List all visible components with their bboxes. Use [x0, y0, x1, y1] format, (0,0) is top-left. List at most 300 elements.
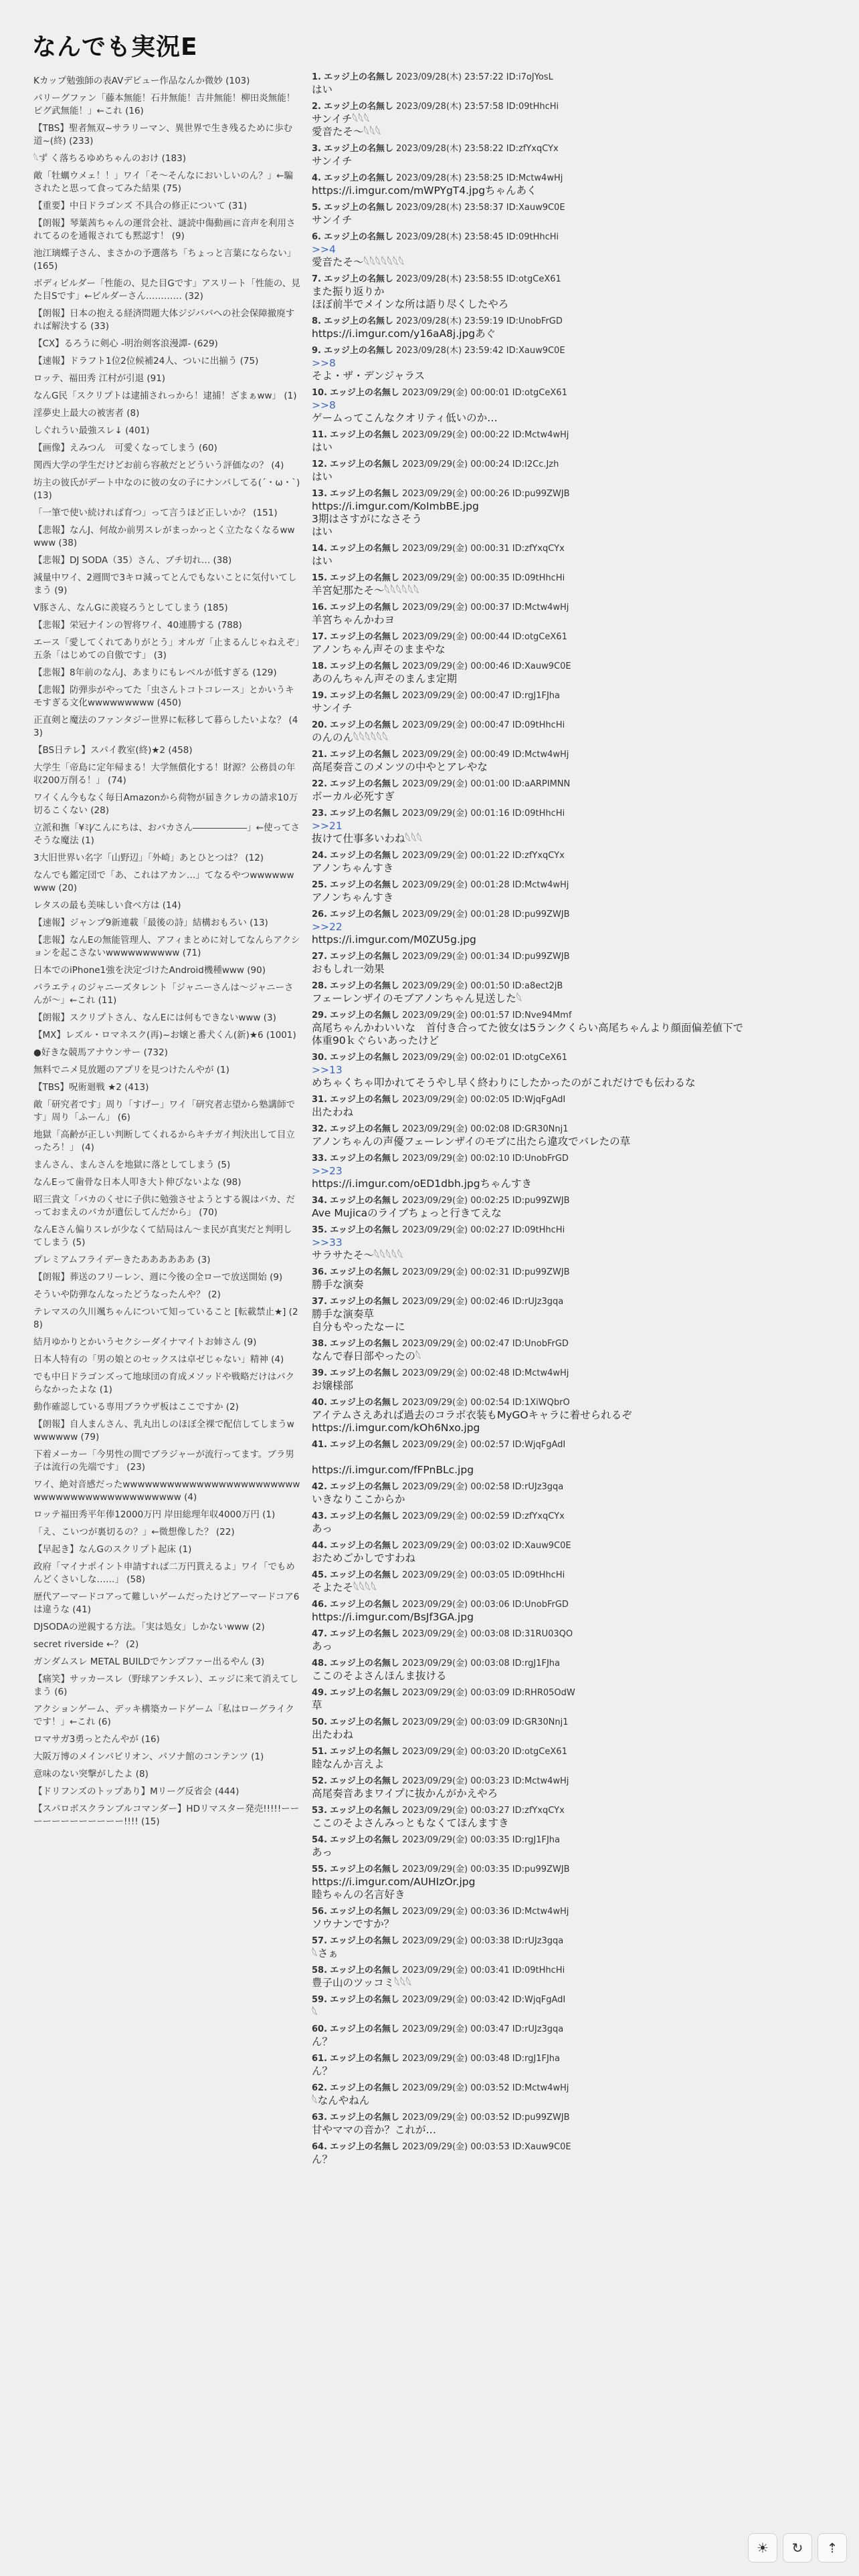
post-header — [312, 387, 780, 399]
thread-link[interactable]: 意味のない突撃がしたよ (8) — [33, 1769, 149, 1780]
post-date-id[interactable]: 2023/09/29(金) 00:00:01 ID:otgCeX61 — [402, 388, 567, 398]
post-date-id[interactable]: 2023/09/29(金) 00:01:22 ID:zfYxqCYx — [402, 851, 565, 861]
image-link[interactable]: https://i.imgur.com/KoImbBE.jpg — [312, 500, 479, 512]
post-header — [312, 748, 780, 761]
post-date-id[interactable]: 2023/09/29(金) 00:02:59 ID:zfYxqCYx — [402, 1511, 565, 1521]
thread-link[interactable]: 【速報】ジャンプ9新連載「最後の詩」結構おもろい (13) — [33, 918, 268, 928]
post-date-id[interactable]: 2023/09/29(金) 00:00:37 ID:Mctw4wHj — [402, 603, 569, 613]
post-body — [312, 1380, 780, 1392]
post-number[interactable]: 12. — [312, 459, 328, 469]
thread-link[interactable]: 【MX】レズル・ロマネスク(再)~お嬢と番犬くん(新)★6 (1001) — [33, 1030, 296, 1041]
post — [312, 601, 780, 631]
post — [312, 1266, 780, 1295]
reply-anchor-link[interactable]: >>4 — [312, 243, 336, 255]
post-body — [312, 1817, 780, 1830]
post-date-id[interactable]: 2023/09/29(金) 00:01:57 ID:Nve94Mmf — [402, 1010, 572, 1021]
thread-link[interactable]: 【TBS】呪術廻戦 ★2 (413) — [33, 1082, 149, 1093]
thread-link[interactable]: アクションゲーム、デッキ構築カードゲーム「私はローグライクです！」←これ (6) — [33, 1704, 294, 1727]
post-date-id[interactable]: 2023/09/29(金) 00:03:47 ID:rUJz3gqa — [402, 2024, 564, 2034]
post-text-line: 3期はさすがになさそう — [312, 513, 422, 525]
thread-link[interactable]: ●好きな競馬アナウンサー (732) — [33, 1047, 168, 1058]
post-date-id[interactable]: 2023/09/29(金) 00:02:57 ID:WjqFgAdI — [402, 1440, 566, 1450]
post — [312, 1224, 780, 1266]
image-link[interactable]: https://i.imgur.com/M0ZU5g.jpg — [312, 934, 476, 946]
post-date-id[interactable]: 2023/09/29(金) 00:01:16 ID:09tHhcHi — [402, 809, 565, 819]
post-text-line: はい — [312, 471, 333, 483]
post-number[interactable]: 34. — [312, 1196, 328, 1206]
thread-link[interactable]: プレミアムフライデーきたああああああ (3) — [33, 1255, 211, 1265]
post-number[interactable]: 43. — [312, 1511, 328, 1521]
post-date-id[interactable]: 2023/09/29(金) 00:03:06 ID:UnobFrGD — [402, 1600, 569, 1610]
post-date-id[interactable]: 2023/09/29(金) 00:03:20 ID:otgCeX61 — [402, 1747, 567, 1757]
post-number[interactable]: 61. — [312, 2054, 328, 2064]
post-date-id[interactable]: 2023/09/29(金) 00:03:23 ID:Mctw4wHj — [402, 1776, 569, 1786]
thread-link[interactable]: なんEさん偏りスレが少なくて結局はん～ま民が真実だと判明してしまう (5) — [33, 1224, 292, 1248]
thread-link[interactable]: しぐれうい最強スレ↓ (401) — [33, 425, 150, 436]
thread-link[interactable]: 無料でニメ見放題のアプリを見つけたんやが (1) — [33, 1065, 229, 1075]
post-number[interactable]: 27. — [312, 952, 328, 962]
poster-name: エッジ上の名無し — [330, 880, 399, 890]
post-text-line: ん？ — [312, 2065, 333, 2077]
thread-link[interactable]: 【ドリフンズのトップあり】Mリーグ反省会 (444) — [33, 1786, 240, 1797]
thread-link[interactable]: 3大旧世界い名字「山野辺」「外崎」あとひとつは？ (12) — [33, 853, 264, 863]
poster-name: エッジ上の名無し — [330, 779, 399, 789]
poster-name: エッジ上の名無し — [330, 1196, 399, 1206]
thread-link[interactable]: secret riverside ←？ (2) — [33, 1639, 139, 1650]
thread-link[interactable]: 政府「マイナポイント申請すれば二万円貰えるよ」ワイ「でもめんどくさいしな……」 (58) — [33, 1562, 295, 1585]
post-date-id[interactable]: 2023/09/29(金) 00:00:22 ID:Mctw4wHj — [402, 430, 569, 440]
poster-name: エッジ上の名無し — [330, 1053, 399, 1063]
post — [312, 1539, 780, 1569]
site-title[interactable]: なんでも実況E — [32, 33, 198, 61]
thread-link[interactable]: 【悲報】なんEの無能管理人、アフィまとめに対してなんらアクションを起こさないwwwwwwwwww (71) — [33, 935, 300, 958]
post-number[interactable]: 3. — [312, 144, 321, 154]
thread-link[interactable]: 歴代アーマードコアって難しいゲームだったけどアーマードコア6は違うな (41) — [33, 1592, 300, 1615]
post-date-id[interactable]: 2023/09/29(金) 00:02:25 ID:pu99ZWJB — [402, 1196, 570, 1206]
post-text-line: いきなりここからか — [312, 1493, 405, 1505]
post-number[interactable]: 33. — [312, 1154, 328, 1164]
post-number[interactable]: 18. — [312, 661, 328, 671]
post-number[interactable]: 4. — [312, 173, 321, 183]
image-link[interactable]: https://i.imgur.com/y16aA8j.jpgあぐ — [312, 328, 496, 340]
post-date-id[interactable]: 2023/09/29(金) 00:03:35 ID:pu99ZWJB — [402, 1864, 570, 1874]
post-number[interactable]: 56. — [312, 1907, 328, 1917]
post-number[interactable]: 15. — [312, 573, 328, 583]
thread-link[interactable]: V豚さん、なんGに羨寝ろうとしてしまう (185) — [33, 603, 228, 613]
post-text-line: あのんちゃん声そのまんま定期 — [312, 673, 458, 685]
thread-link[interactable]: 【BS日テレ】スパイ教室(終)★2 (458) — [33, 745, 193, 756]
post-date-id[interactable]: 2023/09/28(木) 23:58:37 ID:Xauw9C0E — [396, 203, 565, 213]
thread-link[interactable]: ガンダムスレ METAL BUILDでケンプファー出るやん (3) — [33, 1656, 265, 1667]
post-number[interactable]: 45. — [312, 1570, 328, 1580]
poster-name: エッジ上の名無し — [330, 1965, 399, 1975]
reply-anchor-link[interactable]: >>13 — [312, 1064, 343, 1076]
post-date-id[interactable]: 2023/09/29(金) 00:03:38 ID:rUJz3gqa — [402, 1936, 564, 1946]
post-number[interactable]: 35. — [312, 1225, 328, 1235]
post-date-id[interactable]: 2023/09/29(金) 00:00:26 ID:pu99ZWJB — [402, 489, 570, 499]
post-number[interactable]: 41. — [312, 1440, 328, 1450]
poster-name: エッジ上の名無し — [330, 1010, 399, 1021]
post-date-id[interactable]: 2023/09/29(金) 00:03:09 ID:GR30Nnj1 — [402, 1717, 569, 1727]
post-body — [312, 1308, 780, 1333]
post-number[interactable]: 1. — [312, 72, 321, 82]
post-date-id[interactable]: 2023/09/29(金) 00:00:49 ID:Mctw4wHj — [402, 750, 569, 760]
post-number[interactable]: 30. — [312, 1053, 328, 1063]
thread-link[interactable]: 動作確認している専用ブラウザ板はここですか (2) — [33, 1402, 239, 1412]
thread-link[interactable]: 「え、こいつが裏切るの？」←微想像した？ (22) — [33, 1527, 235, 1537]
post-date-id[interactable]: 2023/09/29(金) 00:00:24 ID:I2Cc.Jzh — [402, 459, 559, 469]
post-body — [312, 555, 780, 568]
thread-link[interactable]: なんEって歯骨な日本人叩き大ト伸びないよな (98) — [33, 1177, 242, 1188]
post-number[interactable]: 47. — [312, 1629, 328, 1639]
post-header — [312, 1123, 780, 1136]
post — [312, 1396, 780, 1438]
post-number[interactable]: 31. — [312, 1095, 328, 1105]
post-number[interactable]: 36. — [312, 1267, 328, 1277]
post-date-id[interactable]: 2023/09/28(木) 23:57:58 ID:09tHhcHi — [396, 102, 559, 112]
post-header — [312, 2023, 780, 2036]
thread-link[interactable]: Kカップ勉強師の表AVデビュー作品なんか微妙 (103) — [33, 76, 250, 86]
post-date-id[interactable]: 2023/09/29(金) 00:02:01 ID:otgCeX61 — [402, 1053, 567, 1063]
post-number[interactable]: 50. — [312, 1717, 328, 1727]
post-number[interactable]: 19. — [312, 691, 328, 701]
post-number[interactable]: 63. — [312, 2113, 328, 2123]
thread-link[interactable]: エース「愛してくれてありがとう」オルガ「止まるんじゃねえぞ」五条「はじめての自傲です」 (3) — [33, 637, 300, 661]
post-number[interactable]: 59. — [312, 1995, 328, 2005]
post — [312, 1716, 780, 1745]
post-number[interactable]: 44. — [312, 1541, 328, 1551]
poster-name: エッジ上の名無し — [330, 981, 399, 991]
post-body — [312, 1022, 780, 1047]
image-link[interactable]: https://i.imgur.com/fFPnBLc.jpg — [312, 1464, 474, 1476]
image-link[interactable]: https://i.imgur.com/AUHIzOr.jpg — [312, 1876, 476, 1888]
thread-link[interactable]: 【重要】中日ドラゴンズ 不具合の修正について (31) — [33, 201, 248, 211]
post-date-id[interactable]: 2023/09/29(金) 00:02:08 ID:GR30Nnj1 — [402, 1124, 569, 1134]
image-link[interactable]: https://i.imgur.com/BsJf3GA.jpg — [312, 1611, 474, 1623]
thread-link[interactable]: ロッテ、福田秀 江村が引退 (91) — [33, 373, 166, 384]
post — [312, 1123, 780, 1152]
post-date-id[interactable]: 2023/09/29(金) 00:02:47 ID:UnobFrGD — [402, 1339, 569, 1349]
post-number[interactable]: 13. — [312, 489, 328, 499]
post-header — [312, 488, 780, 500]
post-date-id[interactable]: 2023/09/29(金) 00:02:48 ID:Mctw4wHj — [402, 1368, 569, 1378]
thread-link[interactable]: バラエティのジャニーズタレント「ジャニーさんは～ジャニーさんが～」←これ (11) — [33, 982, 294, 1006]
thread-link[interactable]: ロッテ福田秀平年俸12000万円 岸田総理年収4000万円 (1) — [33, 1509, 276, 1520]
thread-link[interactable]: 【悲報】8年前のなんJ、あまりにもレベルが低すぎる (129) — [33, 667, 277, 678]
post-header — [312, 1266, 780, 1279]
post-date-id[interactable]: 2023/09/29(金) 00:01:28 ID:Mctw4wHj — [402, 880, 569, 890]
post-number[interactable]: 64. — [312, 2142, 328, 2152]
post-number[interactable]: 26. — [312, 909, 328, 920]
post-number[interactable]: 10. — [312, 388, 328, 398]
post-date-id[interactable]: 2023/09/28(木) 23:58:45 ID:09tHhcHi — [396, 232, 559, 242]
thread-link[interactable]: 【速報】ドラフト1位2位候補24人、ついに出揃う (75) — [33, 356, 259, 366]
post-number[interactable]: 9. — [312, 346, 321, 356]
post-text-line: ほぼ前半でメインな所は語り尽くしたやろ — [312, 298, 509, 310]
post-date-id[interactable]: 2023/09/29(金) 00:00:31 ID:zfYxqCYx — [402, 544, 565, 554]
reload-icon[interactable]: ↻ — [783, 2533, 812, 2563]
thread-link[interactable]: そういや防弾なんなったどうなったんや？ (2) — [33, 1289, 221, 1300]
post-header — [312, 1337, 780, 1350]
thread-link[interactable]: でも中日ドラゴンズって地球団の育成メソッドや戦略だけはパクらなかったよな (1) — [33, 1372, 295, 1395]
post-number[interactable]: 60. — [312, 2024, 328, 2034]
thread-link[interactable]: 【TBS】聖者無双~サラリーマン、異世界で生き残るために歩む道~(終) (233) — [33, 123, 293, 146]
post-number[interactable]: 51. — [312, 1747, 328, 1757]
post-number[interactable]: 7. — [312, 274, 321, 284]
post-text-line: アイテムさえあれば過去のコラボ衣装もMyGOキャラに着せられるぞ — [312, 1409, 632, 1421]
post-date-id[interactable]: 2023/09/29(金) 00:02:10 ID:UnobFrGD — [402, 1154, 569, 1164]
post-header — [312, 1051, 780, 1064]
post-date-id[interactable]: 2023/09/29(金) 00:03:35 ID:rgJ1FJha — [402, 1835, 560, 1845]
thread-link[interactable]: 【早起き】なんGのスクリプト起床 (1) — [33, 1544, 192, 1555]
post-body — [312, 1611, 780, 1624]
post-date-id[interactable]: 2023/09/29(金) 00:03:05 ID:09tHhcHi — [402, 1570, 565, 1580]
thread-link[interactable]: 【スパロボスクランブルコマンダー】HDリマスター発売!!!!!ーーーーーーーーーーーー!!!! (15) — [33, 1804, 300, 1827]
thread-link[interactable]: DJSODAの逆親する方法。「実は処女」しかないwww (2) — [33, 1622, 265, 1632]
poster-name: エッジ上の名無し — [330, 809, 399, 819]
reply-anchor-link[interactable]: >>23 — [312, 1165, 343, 1177]
post — [312, 231, 780, 273]
post-body — [312, 761, 780, 774]
post — [312, 1295, 780, 1337]
thread-link[interactable]: 【悲報】防弾歩がやってた「虫さんトコトコレース」とかいうキモすぎる文化wwwwwwwww (450) — [33, 685, 294, 708]
post-number[interactable]: 23. — [312, 809, 328, 819]
post-body — [312, 1670, 780, 1683]
post-number[interactable]: 46. — [312, 1600, 328, 1610]
post-date-id[interactable]: 2023/09/29(金) 00:03:08 ID:rgJ1FJha — [402, 1658, 560, 1669]
post — [312, 1905, 780, 1935]
thread-link[interactable]: 【痛笑】サッカースレ（野球アンチスレ）、エッジに来て消えてしまう (6) — [33, 1674, 298, 1697]
post-number[interactable]: 6. — [312, 232, 321, 242]
post-number[interactable]: 53. — [312, 1806, 328, 1816]
post-number[interactable]: 8. — [312, 316, 321, 326]
thread-link[interactable]: 【朗報】琴葉茜ちゃんの運営会社、謎読中傷動画に音声を利用されてるのを通報されても黙認す！ (9) — [33, 218, 296, 241]
post-date-id[interactable]: 2023/09/29(金) 00:01:28 ID:pu99ZWJB — [402, 909, 570, 920]
post-number[interactable]: 37. — [312, 1297, 328, 1307]
thread-link[interactable]: 【CX】るろうに剣心 -明治剣客浪漫譚- (629) — [33, 338, 218, 349]
post-date-id[interactable]: 2023/09/29(金) 00:03:48 ID:rgJ1FJha — [402, 2054, 560, 2064]
post-number[interactable]: 38. — [312, 1339, 328, 1349]
post-text-line: ボーカル必死すぎ — [312, 790, 395, 802]
post-number[interactable]: 57. — [312, 1936, 328, 1946]
post-date-id[interactable]: 2023/09/29(金) 00:02:54 ID:1XiWQbrO — [402, 1398, 570, 1408]
reply-anchor-link[interactable]: >>33 — [312, 1237, 343, 1249]
thread-link[interactable]: 淫夢史上最大の被害者 (8) — [33, 408, 140, 419]
thread-link[interactable]: 【悲報】なんJ、何故か前男スレがまっかっとく立たなくなるwwwww (38) — [33, 525, 295, 548]
post-text-line: 勝手な演奏 — [312, 1279, 364, 1291]
thread-link[interactable]: 大阪万博のメインパビリオン、パソナ館のコンテンツ (1) — [33, 1751, 264, 1762]
thread-link[interactable]: 立派和撫「¥ﾐ|⁄こんにちは、おバカさん――――――」←使ってさそうな魔法 (1) — [33, 823, 300, 846]
reply-anchor-link[interactable]: >>21 — [312, 820, 343, 832]
post-body — [312, 1582, 780, 1594]
thread-link[interactable]: パリーグファン「藤本無能！石井無能！吉井無能！柳田炎無能！ビグ武無能！」←これ (16) — [33, 93, 296, 116]
post-body — [312, 1409, 780, 1434]
thread-link[interactable]: テレマスの久川颯ちゃんについて知っていること [転載禁止★] (28) — [33, 1307, 298, 1330]
thread-link[interactable]: ロマサガ3勇っとたんやが (16) — [33, 1734, 160, 1745]
post-number[interactable]: 24. — [312, 851, 328, 861]
post-date-id[interactable]: 2023/09/29(金) 00:01:34 ID:pu99ZWJB — [402, 952, 570, 962]
post-date-id[interactable]: 2023/09/29(金) 00:00:46 ID:Xauw9C0E — [402, 661, 571, 671]
thread-link[interactable]: ワイくん今もなく毎日Amazonから荷物が届きクレカの請求10万切るこくない (28) — [33, 792, 298, 816]
thread-link[interactable]: 大学生「帝島に定年帰まる！大学無償化する！財源？公務員の年収200万削る！」 (74) — [33, 762, 296, 786]
image-link[interactable]: https://i.imgur.com/kOh6Nxo.jpg — [312, 1422, 480, 1434]
post-number[interactable]: 52. — [312, 1776, 328, 1786]
post-number[interactable]: 54. — [312, 1835, 328, 1845]
post-text-line: あっ — [312, 1523, 332, 1535]
thread-link[interactable]: 【悲報】DJ SODA（35）さん、ブチ切れ… (38) — [33, 555, 232, 566]
post-number[interactable]: 5. — [312, 203, 321, 213]
post-body — [312, 1977, 780, 1990]
post-date-id[interactable]: 2023/09/28(木) 23:59:19 ID:UnobFrGD — [396, 316, 563, 326]
post-number[interactable]: 21. — [312, 750, 328, 760]
thread-link[interactable]: なんG民「スクリプトは逮捕されっから！逮捕！ざまぁww」 (1) — [33, 391, 297, 401]
thread-link[interactable]: 坊主の彼氏がデート中なのに彼の女の子にナンパしてる(´・ω・`) (13) — [33, 477, 300, 501]
thread-link[interactable]: ワイ、絶対音感だったwwwwwwwwwwwwwwwwwwwwwwwwwwwwwwwwwwwwwwwwwwww (4) — [33, 1479, 300, 1503]
post-date-id[interactable]: 2023/09/29(金) 00:02:27 ID:09tHhcHi — [402, 1225, 565, 1235]
post-number[interactable]: 25. — [312, 880, 328, 890]
poster-name: エッジ上の名無し — [330, 1658, 399, 1669]
post-date-id[interactable]: 2023/09/29(金) 00:03:41 ID:09tHhcHi — [402, 1965, 565, 1975]
post-number[interactable]: 17. — [312, 632, 328, 642]
scroll-top-icon[interactable]: ⇡ — [818, 2533, 847, 2563]
thread-link[interactable]: ボディビルダー「性能の、見た目Gです」アスリート「性能の、見た目Sです」←ビルダーさん………… (32) — [33, 278, 300, 302]
thread-link[interactable]: 日本でのiPhone1強を決定づけたAndroid機種www (90) — [33, 965, 266, 976]
post-number[interactable]: 39. — [312, 1368, 328, 1378]
post-number[interactable]: 28. — [312, 981, 328, 991]
image-link[interactable]: https://i.imgur.com/mWPYgT4.jpgちゃんあく — [312, 185, 537, 197]
post-number[interactable]: 29. — [312, 1010, 328, 1021]
thread-link[interactable]: 「一筆で使い続ければ育つ」って言うほど正しいか？ (151) — [33, 508, 278, 518]
post-date-id[interactable]: 2023/09/29(金) 00:03:27 ID:zfYxqCYx — [402, 1806, 565, 1816]
poster-name: エッジ上の名無し — [330, 1747, 399, 1757]
thread-link[interactable]: 下着メーカー「今男性の間でブラジャーが流行ってます。ブラ男子は流行の先端です」 (23) — [33, 1449, 294, 1473]
post-number[interactable]: 49. — [312, 1688, 328, 1698]
post-date-id[interactable]: 2023/09/29(金) 00:03:36 ID:Mctw4wHj — [402, 1907, 569, 1917]
thread-link[interactable]: 【朗報】日本の抱える経済問題大体ジジババへの社会保障撤廃すれば解決する (33) — [33, 308, 295, 332]
post-body — [312, 84, 780, 96]
post-date-id[interactable]: 2023/09/29(金) 00:03:52 ID:pu99ZWJB — [402, 2113, 570, 2123]
post — [312, 458, 780, 488]
reply-anchor-link[interactable]: >>8 — [312, 357, 336, 369]
thread-link[interactable]: 池江璃蝶子さん、まさかの予選落ち「ちょっと言葉にならない」 (165) — [33, 248, 296, 272]
post-date-id[interactable]: 2023/09/28(木) 23:58:22 ID:zfYxqCYx — [396, 144, 559, 154]
post-date-id[interactable]: 2023/09/28(木) 23:58:25 ID:Mctw4wHj — [396, 173, 563, 183]
post-text-line: 草 — [312, 1699, 322, 1711]
thread-link[interactable]: 正直剣と魔法のファンタジー世界に転移して暮らしたいよな？ (43) — [33, 715, 298, 738]
post-date-id[interactable]: 2023/09/29(金) 00:02:05 ID:WjqFgAdI — [402, 1095, 566, 1105]
post-date-id[interactable]: 2023/09/29(金) 00:01:00 ID:aARPIMNN — [402, 779, 571, 789]
post-text-line: アノンちゃんの声優フェーレンザイのモブに出たら違攻でバレたの草 — [312, 1136, 631, 1148]
post-number[interactable]: 58. — [312, 1965, 328, 1975]
poster-name: エッジ上の名無し — [324, 144, 393, 154]
thread-link[interactable]: 敵「研究者です」周り「すげー」ワイ「研究者志望から塾講師です」周り「ふーん」 (6) — [33, 1099, 296, 1123]
post-header — [312, 719, 780, 732]
post-date-id[interactable]: 2023/09/29(金) 00:02:46 ID:rUJz3gqa — [402, 1297, 564, 1307]
poster-name: エッジ上の名無し — [330, 2083, 399, 2093]
post-date-id[interactable]: 2023/09/28(木) 23:59:42 ID:Xauw9C0E — [396, 346, 565, 356]
post-text-line: 高尾奏音このメンツの中やとアレやな — [312, 761, 488, 773]
post-body — [312, 643, 780, 656]
reply-anchor-link[interactable]: >>8 — [312, 399, 336, 411]
post-date-id[interactable]: 2023/09/29(金) 00:03:53 ID:Xauw9C0E — [402, 2142, 571, 2152]
thread-link[interactable]: 地獄「高齢が正しい判断してくれるからキチガイ判決出して目立ったろ！」 (4) — [33, 1130, 295, 1153]
poster-name: エッジ上の名無し — [330, 1688, 399, 1698]
thread-link[interactable]: レタスの最も美味しい食べ方は (14) — [33, 900, 181, 911]
post-number[interactable]: 2. — [312, 102, 321, 112]
poster-name: エッジ上の名無し — [330, 632, 399, 642]
post-header — [312, 172, 780, 185]
post-number[interactable]: 22. — [312, 779, 328, 789]
post-body — [312, 1451, 780, 1477]
post-date-id[interactable]: 2023/09/29(金) 00:03:42 ID:WjqFgAdI — [402, 1995, 566, 2005]
thread-link[interactable]: まんさん、まんさんを地獄に落としてしまう (5) — [33, 1160, 231, 1170]
post-body — [312, 1552, 780, 1565]
post-number[interactable]: 40. — [312, 1398, 328, 1408]
thread-link[interactable]: 昭三貴文「バカのくせに子供に勉強させようとする親はバカ、だっておまえのバカが遺伝してんだから」 (70) — [33, 1194, 295, 1218]
post-date-id[interactable]: 2023/09/29(金) 00:02:31 ID:pu99ZWJB — [402, 1267, 570, 1277]
thread-link[interactable]: なんでも鑑定団で「あ、これはアカン…」てなるやつwwwwwwwww (20) — [33, 870, 294, 893]
thread-link[interactable]: 【画像】えみつん 可愛くなってしまう (60) — [33, 443, 217, 453]
post-header — [312, 1687, 780, 1699]
thread-link[interactable]: 結月ゆかりとかいうセクシーダイナマイトお姉さん (9) — [33, 1337, 257, 1348]
theme-toggle-icon[interactable]: ☀ — [748, 2533, 777, 2563]
post-date-id[interactable]: 2023/09/29(金) 00:00:47 ID:09tHhcHi — [402, 720, 565, 730]
post-date-id[interactable]: 2023/09/29(金) 00:03:02 ID:Xauw9C0E — [402, 1541, 571, 1551]
thread-link[interactable]: 𓆩ず く落ちるゆめちゃんのおけ (183) — [33, 153, 186, 164]
thread-link[interactable]: 日本人特有の「男の娘とのセックスは卓ゼじゃない」精神 (4) — [33, 1354, 284, 1365]
post-number[interactable]: 62. — [312, 2083, 328, 2093]
post-number[interactable]: 20. — [312, 720, 328, 730]
post-number[interactable]: 48. — [312, 1658, 328, 1669]
thread-link[interactable]: 【朗報】スクリプトさん、なんEには何もできないwww (3) — [33, 1012, 276, 1023]
post-date-id[interactable]: 2023/09/29(金) 00:03:09 ID:RHR05OdW — [402, 1688, 575, 1698]
reply-anchor-link[interactable]: >>22 — [312, 921, 343, 933]
thread-link[interactable]: 減量中ワイ、2週間で3キロ減ってとんでもないことに気付いてしまう (9) — [33, 572, 297, 596]
post-body — [312, 1106, 780, 1119]
post-date-id[interactable]: 2023/09/29(金) 00:00:35 ID:09tHhcHi — [402, 573, 565, 583]
post-date-id[interactable]: 2023/09/28(木) 23:57:22 ID:i7oJYosL — [396, 72, 553, 82]
post-date-id[interactable]: 2023/09/29(金) 00:03:52 ID:Mctw4wHj — [402, 2083, 569, 2093]
thread-link[interactable]: 【朗報】自人まんさん、乳丸出しのほぼ全裸で配信してしまうwwwwwww (79) — [33, 1419, 294, 1442]
post-number[interactable]: 14. — [312, 544, 328, 554]
post-date-id[interactable]: 2023/09/29(金) 00:02:58 ID:rUJz3gqa — [402, 1482, 564, 1492]
post-number[interactable]: 42. — [312, 1482, 328, 1492]
thread-link[interactable]: 【悲報】栄冠ナインの智将ワイ、40連勝する (788) — [33, 620, 242, 631]
image-link[interactable]: https://i.imgur.com/oED1dbh.jpgちゃんすき — [312, 1178, 533, 1190]
post-number[interactable]: 11. — [312, 430, 328, 440]
post-header — [312, 1775, 780, 1788]
post-body — [312, 357, 780, 383]
post-text-line: 出たわね — [312, 1729, 354, 1741]
post-text-line: 愛音たそ～𓆩𓆩𓆩𓆩𓆩𓆩𓆩 — [312, 256, 405, 268]
post-number[interactable]: 16. — [312, 603, 328, 613]
post — [312, 71, 780, 100]
post-number[interactable]: 55. — [312, 1864, 328, 1874]
post-header — [312, 1093, 780, 1106]
post-date-id[interactable]: 2023/09/29(金) 00:00:47 ID:rgJ1FJha — [402, 691, 560, 701]
post-number[interactable]: 32. — [312, 1124, 328, 1134]
thread-link[interactable]: 関西大学の学生だけどお前ら容赦だとどういう評価なの？ (4) — [33, 460, 284, 471]
post-date-id[interactable]: 2023/09/29(金) 00:03:08 ID:31RU03QO — [402, 1629, 573, 1639]
post-body — [312, 243, 780, 269]
post-date-id[interactable]: 2023/09/28(木) 23:58:55 ID:otgCeX61 — [396, 274, 561, 284]
thread-link[interactable]: 【朗報】葬送のフリーレン、週に今後の全ローで放送開始 (9) — [33, 1272, 283, 1283]
post-date-id[interactable]: 2023/09/29(金) 00:00:44 ID:otgCeX61 — [402, 632, 567, 642]
post-date-id[interactable]: 2023/09/29(金) 00:01:50 ID:a8ect2jB — [402, 981, 563, 991]
thread-link[interactable]: 敵「牡蠣ウメェ！！」ワイ「そ～そんなにおいしいのん？」←騙されたと思って食ってみた結果 (75) — [33, 171, 293, 194]
post-body — [312, 1493, 780, 1506]
post — [312, 778, 780, 807]
